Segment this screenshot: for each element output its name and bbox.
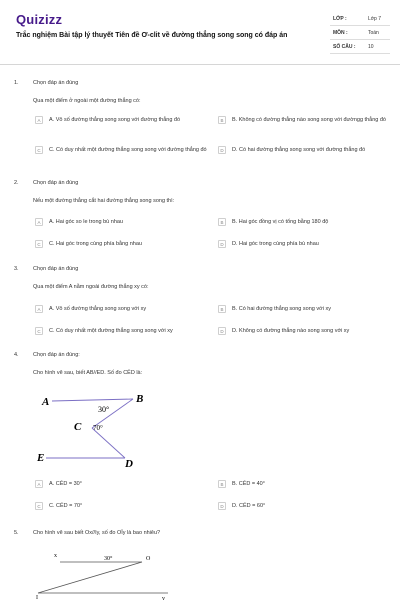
option-text: C. CÊD = 70° (49, 503, 83, 509)
line-cd (92, 428, 125, 458)
label-y: y (162, 596, 165, 600)
label-x: x (54, 553, 57, 559)
option-text: B. Không có đường thẳng nào song song với đườngg thẳng đó (232, 117, 386, 123)
option-text: A. CÊD = 30° (49, 481, 82, 487)
option-text: B. Có hai đường thẳng song song với xy (232, 306, 331, 312)
option-letter: C (35, 146, 43, 154)
option-letter: D (218, 240, 226, 248)
option-text: A. Vô số đường thẳng song song với đường thẳng đó (49, 117, 181, 123)
geometry-figure-q5 (28, 544, 178, 600)
angle-70-label: 70° (93, 424, 103, 432)
quizizz-logo: Quizizz (16, 12, 63, 27)
question-prompt: Chọn đáp án đúng (33, 266, 79, 272)
option-letter: D (218, 502, 226, 510)
question-number: 4. (14, 352, 19, 358)
label-d: D (125, 458, 133, 468)
question-prompt: Cho hình vẽ sau biết Ox//Iy, số đo OÎy là bao nhiêu? (33, 530, 161, 536)
label-c: C (74, 421, 82, 433)
option-text: D. Không có đường thẳng nào song song với xy (232, 328, 350, 334)
label-a: A (42, 396, 50, 408)
question-text: Nếu một đường thẳng cắt hai đường thẳng song song thì: (33, 198, 175, 204)
meta-label: LỚP : (333, 16, 347, 22)
label-o: O (146, 556, 151, 562)
option-text: C. Hai góc trong cùng phía bằng nhau (49, 241, 142, 247)
question-number: 1. (14, 80, 19, 86)
worksheet-title: Trắc nghiệm Bài tập lý thuyết Tiên đề Ơ-clit về đường thẳng song song có đáp án (16, 32, 288, 39)
question-prompt: Chọn đáp án đúng (33, 80, 79, 86)
option-text: B. CÊD = 40° (232, 481, 265, 487)
option-letter: D (218, 146, 226, 154)
meta-value: Lớp 7 (368, 16, 382, 22)
angle-30-label: 30° (104, 556, 113, 562)
option-letter: B (218, 480, 226, 488)
label-b: B (136, 393, 144, 405)
option-text: D. CÊD = 60° (232, 503, 266, 509)
option-letter: A (35, 116, 43, 124)
label-e: E (37, 452, 45, 464)
option-letter: B (218, 218, 226, 226)
header-divider (0, 64, 400, 65)
meta-value: Toán (368, 30, 379, 36)
geometry-figure-q4 (30, 388, 170, 468)
option-letter: C (35, 240, 43, 248)
option-text: D. Có hai đường thẳng song song với đường thẳng đó (232, 147, 366, 153)
line-ab (52, 399, 133, 401)
option-text: B. Hai góc đồng vị có tổng bằng 180 độ (232, 219, 329, 225)
option-letter: D (218, 327, 226, 335)
meta-row-count (330, 40, 390, 54)
question-text: Qua một điểm ở ngoài một đường thẳng có: (33, 98, 141, 104)
meta-label: SỐ CÂU : (333, 44, 356, 50)
question-number: 3. (14, 266, 19, 272)
option-text: D. Hai góc trong cùng phía bù nhau (232, 241, 319, 247)
meta-row-subject (330, 26, 390, 40)
option-letter: A (35, 305, 43, 313)
option-text: A. Vô số đường thẳng song song với xy (49, 306, 147, 312)
label-i: I (36, 595, 38, 600)
question-prompt: Chọn đáp án đúng (33, 180, 79, 186)
question-prompt: Chọn đáp án đúng: (33, 352, 80, 358)
option-letter: C (35, 327, 43, 335)
option-letter: A (35, 218, 43, 226)
question-number: 2. (14, 180, 19, 186)
option-letter: B (218, 305, 226, 313)
worksheet-meta (330, 12, 390, 54)
option-letter: C (35, 502, 43, 510)
question-text: Qua một điểm A nằm ngoài đường thẳng xy có: (33, 284, 149, 290)
question-number: 5. (14, 530, 19, 536)
meta-row-grade (330, 12, 390, 26)
option-letter: B (218, 116, 226, 124)
question-text: Cho hình vẽ sau, biết AB//ED. Số đo CÊD là: (33, 370, 143, 376)
line-oi (38, 562, 142, 593)
angle-30-label: 30° (98, 405, 110, 414)
option-text: C. Có duy nhất một đường thẳng song song với đường thẳng đó (49, 147, 207, 153)
option-text: C. Có duy nhất một đường thẳng song song với xy (49, 328, 173, 334)
meta-label: MÔN : (333, 30, 348, 36)
option-letter: A (35, 480, 43, 488)
option-text: A. Hai góc so le trong bù nhau (49, 219, 123, 225)
meta-value: 10 (368, 44, 374, 50)
